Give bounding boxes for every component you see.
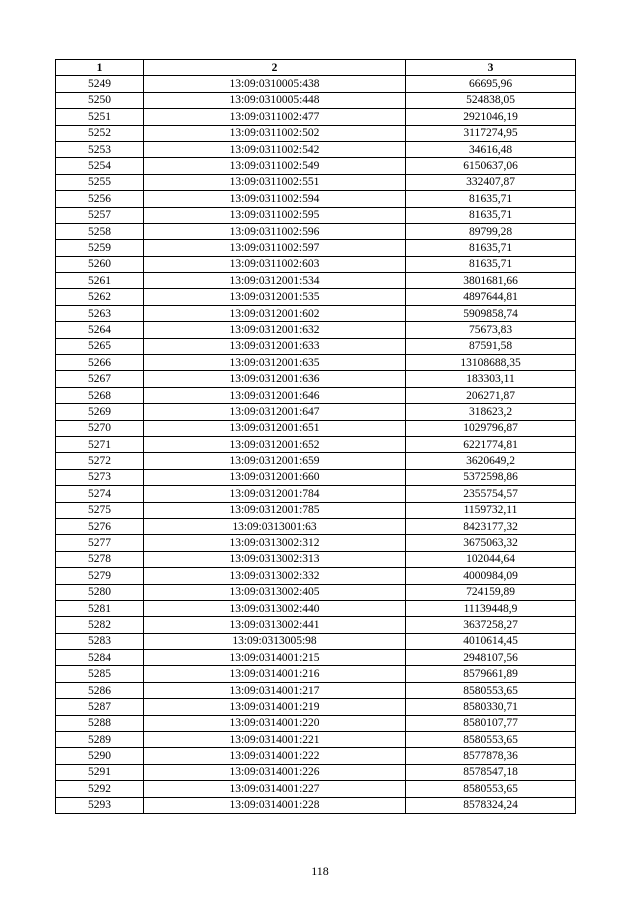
cadastral-id-cell: 13:09:0313002:313 bbox=[144, 551, 406, 567]
row-number-cell: 5286 bbox=[56, 682, 144, 698]
row-number-cell: 5260 bbox=[56, 256, 144, 272]
cadastral-id-cell: 13:09:0312001:651 bbox=[144, 420, 406, 436]
cadastral-id-cell: 13:09:0311002:502 bbox=[144, 125, 406, 141]
row-number-cell: 5272 bbox=[56, 453, 144, 469]
value-cell: 3675063,32 bbox=[406, 535, 576, 551]
row-number-cell: 5252 bbox=[56, 125, 144, 141]
row-number-cell: 5269 bbox=[56, 404, 144, 420]
value-cell: 4897644,81 bbox=[406, 289, 576, 305]
row-number-cell: 5285 bbox=[56, 666, 144, 682]
value-cell: 13108688,35 bbox=[406, 355, 576, 371]
table-row bbox=[56, 125, 576, 141]
cadastral-id-cell: 13:09:0311002:542 bbox=[144, 141, 406, 157]
cadastral-id-cell: 13:09:0313005:98 bbox=[144, 633, 406, 649]
cadastral-id-cell: 13:09:0312001:633 bbox=[144, 338, 406, 354]
cadastral-id-cell: 13:09:0314001:220 bbox=[144, 715, 406, 731]
table-row bbox=[56, 387, 576, 403]
row-number-cell: 5264 bbox=[56, 322, 144, 338]
row-number-cell: 5266 bbox=[56, 355, 144, 371]
row-number-cell: 5278 bbox=[56, 551, 144, 567]
table-row bbox=[56, 289, 576, 305]
value-cell: 3620649,2 bbox=[406, 453, 576, 469]
row-number-cell: 5283 bbox=[56, 633, 144, 649]
header-row bbox=[56, 60, 576, 76]
value-cell: 8423177,32 bbox=[406, 518, 576, 534]
row-number-cell: 5262 bbox=[56, 289, 144, 305]
row-number-cell: 5250 bbox=[56, 92, 144, 108]
table-header bbox=[56, 60, 576, 76]
row-number-cell: 5263 bbox=[56, 305, 144, 321]
value-cell: 34616,48 bbox=[406, 141, 576, 157]
table-row bbox=[56, 371, 576, 387]
table-row bbox=[56, 584, 576, 600]
cadastral-id-cell: 13:09:0314001:222 bbox=[144, 748, 406, 764]
value-cell: 81635,71 bbox=[406, 191, 576, 207]
row-number-cell: 5270 bbox=[56, 420, 144, 436]
row-number-cell: 5280 bbox=[56, 584, 144, 600]
cadastral-id-cell: 13:09:0312001:636 bbox=[144, 371, 406, 387]
cadastral-id-cell: 13:09:0312001:534 bbox=[144, 273, 406, 289]
table-row bbox=[56, 256, 576, 272]
row-number-cell: 5291 bbox=[56, 764, 144, 780]
cadastral-id-cell: 13:09:0313002:312 bbox=[144, 535, 406, 551]
value-cell: 8577878,36 bbox=[406, 748, 576, 764]
table-row bbox=[56, 191, 576, 207]
cadastral-id-cell: 13:09:0312001:784 bbox=[144, 486, 406, 502]
table-row bbox=[56, 666, 576, 682]
table-row bbox=[56, 781, 576, 797]
table-row bbox=[56, 551, 576, 567]
row-number-cell: 5255 bbox=[56, 174, 144, 190]
cadastral-id-cell: 13:09:0312001:602 bbox=[144, 305, 406, 321]
value-cell: 8580553,65 bbox=[406, 682, 576, 698]
table-row bbox=[56, 109, 576, 125]
cadastral-id-cell: 13:09:0314001:227 bbox=[144, 781, 406, 797]
row-number-cell: 5284 bbox=[56, 650, 144, 666]
value-cell: 206271,87 bbox=[406, 387, 576, 403]
row-number-cell: 5287 bbox=[56, 699, 144, 715]
table-row bbox=[56, 420, 576, 436]
row-number-cell: 5281 bbox=[56, 600, 144, 616]
cadastral-id-cell: 13:09:0312001:652 bbox=[144, 436, 406, 452]
table-row bbox=[56, 633, 576, 649]
value-cell: 81635,71 bbox=[406, 207, 576, 223]
value-cell: 3117274,95 bbox=[406, 125, 576, 141]
table-row bbox=[56, 322, 576, 338]
cadastral-id-cell: 13:09:0311002:597 bbox=[144, 240, 406, 256]
value-cell: 5909858,74 bbox=[406, 305, 576, 321]
row-number-cell: 5258 bbox=[56, 223, 144, 239]
row-number-cell: 5279 bbox=[56, 568, 144, 584]
cadastral-id-cell: 13:09:0314001:228 bbox=[144, 797, 406, 813]
row-number-cell: 5273 bbox=[56, 469, 144, 485]
cadastral-id-cell: 13:09:0313002:332 bbox=[144, 568, 406, 584]
row-number-cell: 5249 bbox=[56, 76, 144, 92]
table-row bbox=[56, 338, 576, 354]
cadastral-id-cell: 13:09:0312001:785 bbox=[144, 502, 406, 518]
value-cell: 89799,28 bbox=[406, 223, 576, 239]
value-cell: 11139448,9 bbox=[406, 600, 576, 616]
value-cell: 6221774,81 bbox=[406, 436, 576, 452]
table-row bbox=[56, 240, 576, 256]
cadastral-id-cell: 13:09:0311002:596 bbox=[144, 223, 406, 239]
cadastral-id-cell: 13:09:0313002:440 bbox=[144, 600, 406, 616]
cadastral-id-cell: 13:09:0312001:632 bbox=[144, 322, 406, 338]
cadastral-id-cell: 13:09:0312001:659 bbox=[144, 453, 406, 469]
cadastral-id-cell: 13:09:0314001:219 bbox=[144, 699, 406, 715]
table-row bbox=[56, 518, 576, 534]
value-cell: 4010614,45 bbox=[406, 633, 576, 649]
table-row bbox=[56, 715, 576, 731]
table-row bbox=[56, 436, 576, 452]
row-number-cell: 5277 bbox=[56, 535, 144, 551]
cadastral-id-cell: 13:09:0311002:549 bbox=[144, 158, 406, 174]
cadastral-id-cell: 13:09:0314001:221 bbox=[144, 732, 406, 748]
value-cell: 332407,87 bbox=[406, 174, 576, 190]
cadastral-id-cell: 13:09:0314001:217 bbox=[144, 682, 406, 698]
cadastral-id-cell: 13:09:0314001:216 bbox=[144, 666, 406, 682]
table-row bbox=[56, 404, 576, 420]
column-header-number: 1 bbox=[56, 60, 144, 76]
cadastral-id-cell: 13:09:0311002:594 bbox=[144, 191, 406, 207]
table-row bbox=[56, 141, 576, 157]
column-header-cadastral-id: 2 bbox=[144, 60, 406, 76]
cadastral-id-cell: 13:09:0312001:660 bbox=[144, 469, 406, 485]
row-number-cell: 5290 bbox=[56, 748, 144, 764]
cadastral-id-cell: 13:09:0310005:448 bbox=[144, 92, 406, 108]
table-row bbox=[56, 732, 576, 748]
table-row bbox=[56, 486, 576, 502]
table-row bbox=[56, 355, 576, 371]
value-cell: 724159,89 bbox=[406, 584, 576, 600]
row-number-cell: 5253 bbox=[56, 141, 144, 157]
row-number-cell: 5275 bbox=[56, 502, 144, 518]
table-row bbox=[56, 502, 576, 518]
value-cell: 81635,71 bbox=[406, 240, 576, 256]
value-cell: 66695,96 bbox=[406, 76, 576, 92]
value-cell: 4000984,09 bbox=[406, 568, 576, 584]
row-number-cell: 5267 bbox=[56, 371, 144, 387]
value-cell: 8580553,65 bbox=[406, 781, 576, 797]
table-row bbox=[56, 207, 576, 223]
row-number-cell: 5254 bbox=[56, 158, 144, 174]
cadastral-id-cell: 13:09:0312001:647 bbox=[144, 404, 406, 420]
table-row bbox=[56, 158, 576, 174]
table-row bbox=[56, 305, 576, 321]
table-row bbox=[56, 764, 576, 780]
cadastral-id-cell: 13:09:0310005:438 bbox=[144, 76, 406, 92]
cadastral-id-cell: 13:09:0312001:635 bbox=[144, 355, 406, 371]
row-number-cell: 5271 bbox=[56, 436, 144, 452]
table-row bbox=[56, 797, 576, 813]
row-number-cell: 5265 bbox=[56, 338, 144, 354]
value-cell: 8580330,71 bbox=[406, 699, 576, 715]
value-cell: 8580107,77 bbox=[406, 715, 576, 731]
cadastral-id-cell: 13:09:0314001:215 bbox=[144, 650, 406, 666]
value-cell: 1029796,87 bbox=[406, 420, 576, 436]
row-number-cell: 5257 bbox=[56, 207, 144, 223]
row-number-cell: 5289 bbox=[56, 732, 144, 748]
page-number: 118 bbox=[311, 864, 329, 878]
value-cell: 102044,64 bbox=[406, 551, 576, 567]
column-header-value: 3 bbox=[406, 60, 576, 76]
value-cell: 3801681,66 bbox=[406, 273, 576, 289]
row-number-cell: 5288 bbox=[56, 715, 144, 731]
cadastral-id-cell: 13:09:0314001:226 bbox=[144, 764, 406, 780]
table-row bbox=[56, 568, 576, 584]
value-cell: 524838,05 bbox=[406, 92, 576, 108]
row-number-cell: 5259 bbox=[56, 240, 144, 256]
cadastral-id-cell: 13:09:0311002:551 bbox=[144, 174, 406, 190]
table-row bbox=[56, 650, 576, 666]
table-row bbox=[56, 273, 576, 289]
row-number-cell: 5293 bbox=[56, 797, 144, 813]
value-cell: 1159732,11 bbox=[406, 502, 576, 518]
row-number-cell: 5268 bbox=[56, 387, 144, 403]
row-number-cell: 5292 bbox=[56, 781, 144, 797]
table-row bbox=[56, 748, 576, 764]
row-number-cell: 5282 bbox=[56, 617, 144, 633]
value-cell: 8579661,89 bbox=[406, 666, 576, 682]
table-row bbox=[56, 617, 576, 633]
cadastral-id-cell: 13:09:0312001:535 bbox=[144, 289, 406, 305]
row-number-cell: 5274 bbox=[56, 486, 144, 502]
table-body bbox=[56, 76, 576, 814]
value-cell: 75673,83 bbox=[406, 322, 576, 338]
value-cell: 6150637,06 bbox=[406, 158, 576, 174]
value-cell: 2355754,57 bbox=[406, 486, 576, 502]
value-cell: 183303,11 bbox=[406, 371, 576, 387]
value-cell: 8580553,65 bbox=[406, 732, 576, 748]
row-number-cell: 5261 bbox=[56, 273, 144, 289]
table-row bbox=[56, 92, 576, 108]
table-row bbox=[56, 682, 576, 698]
cadastral-id-cell: 13:09:0312001:646 bbox=[144, 387, 406, 403]
value-cell: 318623,2 bbox=[406, 404, 576, 420]
value-cell: 5372598,86 bbox=[406, 469, 576, 485]
cadastral-id-cell: 13:09:0311002:477 bbox=[144, 109, 406, 125]
cadastral-id-cell: 13:09:0313002:441 bbox=[144, 617, 406, 633]
value-cell: 8578547,18 bbox=[406, 764, 576, 780]
row-number-cell: 5276 bbox=[56, 518, 144, 534]
row-number-cell: 5251 bbox=[56, 109, 144, 125]
row-number-cell: 5256 bbox=[56, 191, 144, 207]
cadastral-id-cell: 13:09:0311002:595 bbox=[144, 207, 406, 223]
table-row bbox=[56, 600, 576, 616]
value-cell: 2948107,56 bbox=[406, 650, 576, 666]
table-row bbox=[56, 453, 576, 469]
cadastral-id-cell: 13:09:0313001:63 bbox=[144, 518, 406, 534]
value-cell: 3637258,27 bbox=[406, 617, 576, 633]
table-row bbox=[56, 699, 576, 715]
table-row bbox=[56, 76, 576, 92]
cadastral-id-cell: 13:09:0313002:405 bbox=[144, 584, 406, 600]
table-row bbox=[56, 174, 576, 190]
table-row bbox=[56, 535, 576, 551]
value-cell: 81635,71 bbox=[406, 256, 576, 272]
value-cell: 87591,58 bbox=[406, 338, 576, 354]
value-cell: 8578324,24 bbox=[406, 797, 576, 813]
table-row bbox=[56, 223, 576, 239]
value-cell: 2921046,19 bbox=[406, 109, 576, 125]
cadastral-id-cell: 13:09:0311002:603 bbox=[144, 256, 406, 272]
table-row bbox=[56, 469, 576, 485]
cadastral-value-table bbox=[55, 59, 576, 814]
